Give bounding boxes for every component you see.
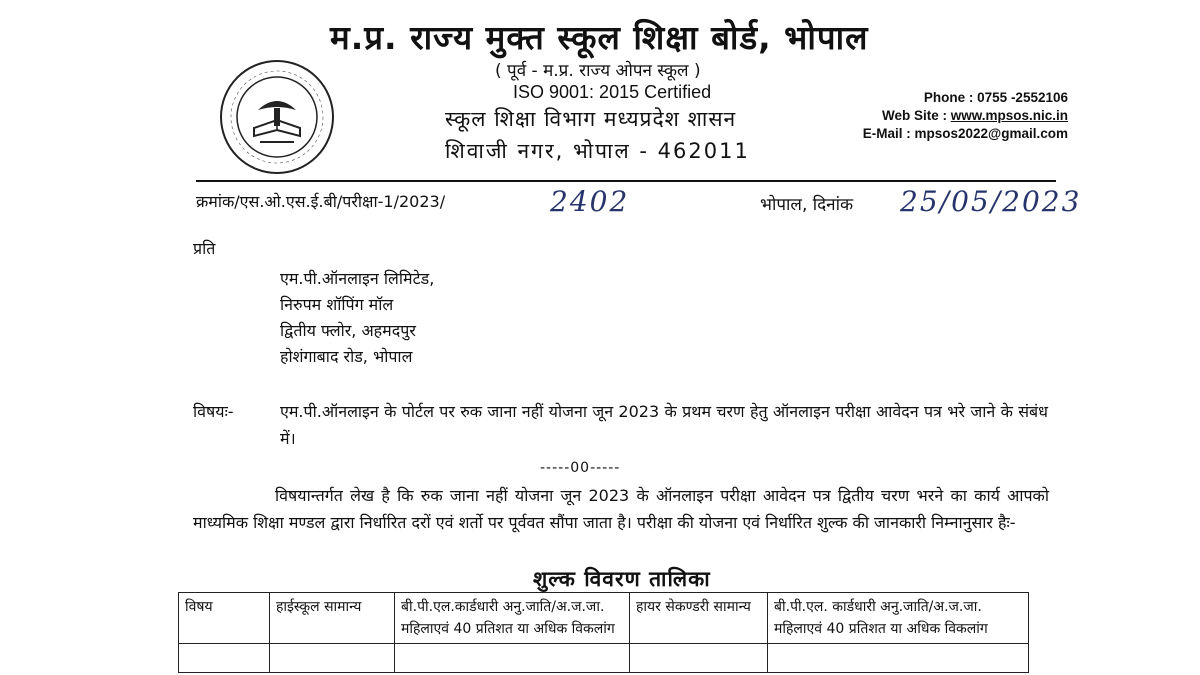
recipient-line: निरुपम शॉपिंग मॉल: [280, 295, 394, 314]
to-label: प्रति: [193, 239, 216, 258]
board-seal-logo: [218, 58, 336, 176]
contact-phone: Phone : 0755 -2552106: [923, 90, 1068, 105]
reference-number-handwritten: 2402: [550, 185, 630, 218]
table-row: [179, 644, 1029, 673]
contact-email: E-Mail : mpsos2022@gmail.com: [862, 126, 1068, 141]
date-handwritten: 25/05/2023: [900, 185, 1082, 218]
recipient-line: होशंगाबाद रोड, भोपाल: [280, 347, 413, 366]
section-divider: -----00-----: [540, 460, 621, 476]
table-header-cell: बी.पी.एल. कार्डधारी अनु.जाति/अ.ज.जा. महिलाएवं 40 प्रतिशत या अधिक विकलांग: [768, 593, 1029, 644]
fee-table: [178, 592, 1029, 673]
iso-certification: ISO 9001: 2015 Certified: [513, 82, 712, 102]
subject-text: एम.पी.ऑनलाइन के पोर्टल पर रुक जाना नहीं योजना जून 2023 के प्रथम चरण हेतु ऑनलाइन परीक्षा आवेदन पत्र भरे जाने के संबंध में।: [280, 402, 1048, 448]
header-divider-line: [196, 180, 1056, 182]
table-header-cell: हाईस्कूल सामान्य: [270, 593, 395, 644]
org-department: स्कूल शिक्षा विभाग मध्यप्रदेश शासन: [445, 107, 737, 131]
recipient-line: एम.पी.ऑनलाइन लिमिटेड,: [280, 269, 435, 288]
body-paragraph: विषयान्तर्गत लेख है कि रुक जाना नहीं योजना जून 2023 के ऑनलाइन परीक्षा आवेदन पत्र द्वितीय चरण भरने का कार्य आपको माध्यमिक शिक्षा मण्डल द्वारा निर्धारित दरों एवं शर्तो पर पूर्ववत सौंपा जाता है। परीक्षा की योजना एवं निर्धारित शुल्क की जानकारी निम्नानुसार हैः-: [193, 486, 1049, 532]
recipient-line: द्वितीय फ्लोर, अहमदपुर: [280, 321, 416, 340]
contact-website: Web Site : www.mpsos.nic.in: [881, 108, 1068, 123]
org-former-name: ( पूर्व - म.प्र. राज्य ओपन स्कूल ): [495, 61, 701, 81]
subject-label: विषयः-: [193, 402, 234, 421]
date-label: भोपाल, दिनांक: [760, 195, 854, 215]
website-link[interactable]: www.mpsos.nic.in: [950, 108, 1068, 123]
fee-table-title: शुल्क विवरण तालिका: [533, 567, 711, 591]
table-header-cell: बी.पी.एल.कार्डधारी अनु.जाति/अ.ज.जा. महिलाएवं 40 प्रतिशत या अधिक विकलांग: [395, 593, 630, 644]
table-header-cell: विषय: [179, 593, 270, 644]
org-address: शिवाजी नगर, भोपाल - 462011: [445, 139, 750, 163]
org-title: म.प्र. राज्य मुक्त स्कूल शिक्षा बोर्ड, भोपाल: [330, 18, 869, 57]
table-header-row: [179, 593, 1029, 644]
reference-prefix: क्रमांक/एस.ओ.एस.ई.बी/परीक्षा-1/2023/: [196, 192, 446, 211]
table-header-cell: हायर सेकण्डरी सामान्य: [630, 593, 768, 644]
